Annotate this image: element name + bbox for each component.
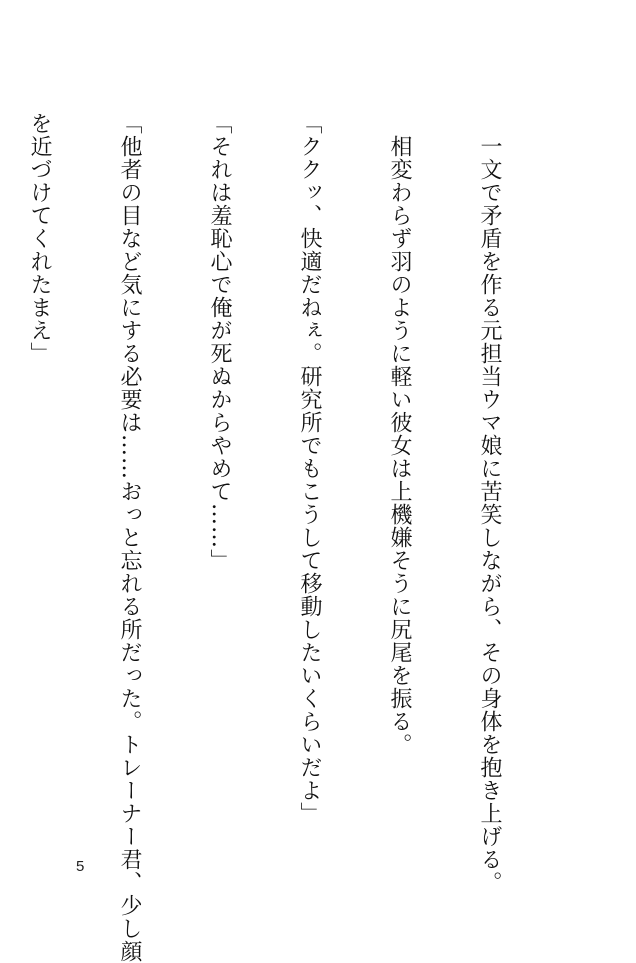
page-number: 5: [76, 858, 85, 875]
text-line-1: 一文で矛盾を作る元担当ウマ娘に苦笑しながら、その身体を抱き上げる。: [477, 112, 502, 894]
text-line-4: 「それは羞恥心で俺が死ぬからやめて……」: [207, 112, 232, 572]
text-line-5: 「他者の目など気にする必要は……おっと忘れる所だった。トレーナー君、少し顔: [117, 112, 142, 963]
body-text: [0, 112, 564, 963]
text-line-2: 相変わらず羽のように軽い彼女は上機嫌そうに尻尾を振る。: [387, 112, 412, 756]
text-line-3: 「ククッ、快適だねぇ。研究所でもこうして移動したいくらいだよ」: [297, 112, 322, 825]
text-line-6: を近づけてくれたまえ」: [27, 112, 52, 365]
